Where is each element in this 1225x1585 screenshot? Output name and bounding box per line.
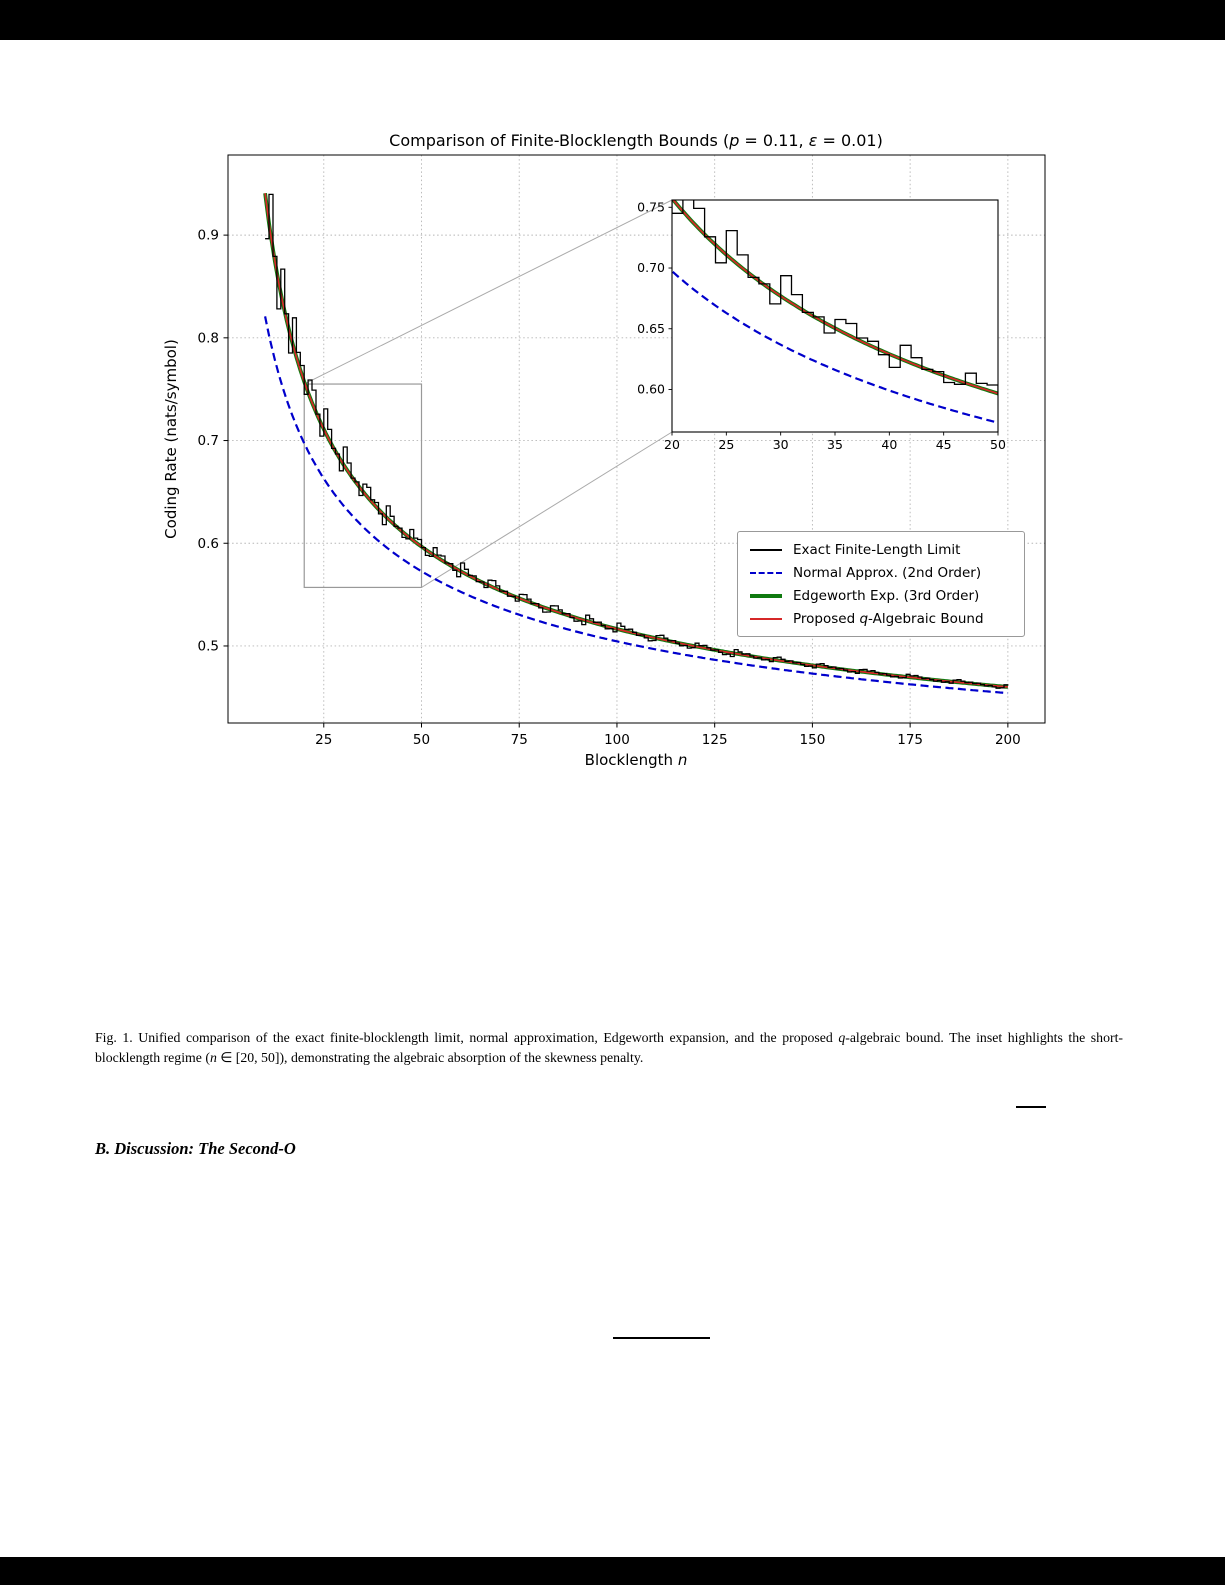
- svg-text:0.5: 0.5: [197, 638, 219, 655]
- svg-text:50: 50: [990, 437, 1006, 452]
- svg-text:0.75: 0.75: [637, 199, 665, 215]
- legend-line-sample: [750, 618, 782, 620]
- legend-line-sample: [750, 549, 782, 551]
- legend-entry-1: [750, 564, 1012, 581]
- svg-text:40: 40: [881, 437, 898, 452]
- inset-axes: [563, 0, 1225, 567]
- svg-text:35: 35: [827, 437, 843, 452]
- legend-label: Normal Approx. (2nd Order): [793, 564, 982, 581]
- figure-caption: Fig. 1. Unified comparison of the exact finite-blocklength limit, normal approximation, Edgeworth expansion, and the proposed q-algebraic bound. The inset highlights the short-blocklength regime (n ∈ [20, 50]), demonstrating the algebraic absorption of the skewness penalty.: [95, 1029, 1123, 1066]
- svg-text:30: 30: [772, 437, 789, 452]
- svg-text:25: 25: [315, 732, 333, 748]
- svg-text:150: 150: [799, 732, 826, 748]
- legend-label: Proposed q-Algebraic Bound: [793, 610, 984, 627]
- svg-text:0.9: 0.9: [197, 227, 219, 244]
- math-fragment-rule-1: [1016, 1106, 1046, 1108]
- svg-text:25: 25: [718, 437, 735, 452]
- svg-text:175: 175: [897, 732, 924, 748]
- legend: [737, 531, 1025, 637]
- legend-entry-3: [750, 610, 1012, 627]
- chart-title: Comparison of Finite-Blocklength Bounds (p = 0.11, ε = 0.01): [389, 131, 883, 150]
- svg-text:0.65: 0.65: [637, 320, 665, 336]
- svg-text:0.70: 0.70: [637, 260, 665, 276]
- svg-text:50: 50: [412, 732, 431, 748]
- svg-text:75: 75: [510, 732, 528, 748]
- section-heading: B. Discussion: The Second-O: [95, 1138, 296, 1158]
- x-axis-label: Blocklength n: [584, 751, 688, 769]
- bottom-black-band: [0, 1557, 1225, 1585]
- legend-line-sample: [750, 572, 782, 574]
- svg-text:0.8: 0.8: [197, 330, 219, 347]
- legend-label: Exact Finite-Length Limit: [793, 541, 961, 558]
- svg-text:45: 45: [935, 437, 952, 452]
- math-fragment-rule-2: [613, 1337, 710, 1339]
- svg-text:0.6: 0.6: [197, 535, 219, 552]
- svg-text:200: 200: [994, 732, 1021, 748]
- svg-text:125: 125: [701, 732, 728, 748]
- legend-entry-0: [750, 541, 1012, 558]
- legend-entry-2: [750, 587, 1012, 604]
- y-axis-label: Coding Rate (nats/symbol): [162, 339, 180, 539]
- svg-text:0.7: 0.7: [197, 433, 219, 450]
- legend-line-sample: [750, 594, 782, 598]
- svg-text:100: 100: [604, 732, 630, 748]
- legend-label: Edgeworth Exp. (3rd Order): [793, 587, 980, 604]
- svg-text:0.60: 0.60: [637, 381, 665, 397]
- svg-text:20: 20: [664, 437, 680, 452]
